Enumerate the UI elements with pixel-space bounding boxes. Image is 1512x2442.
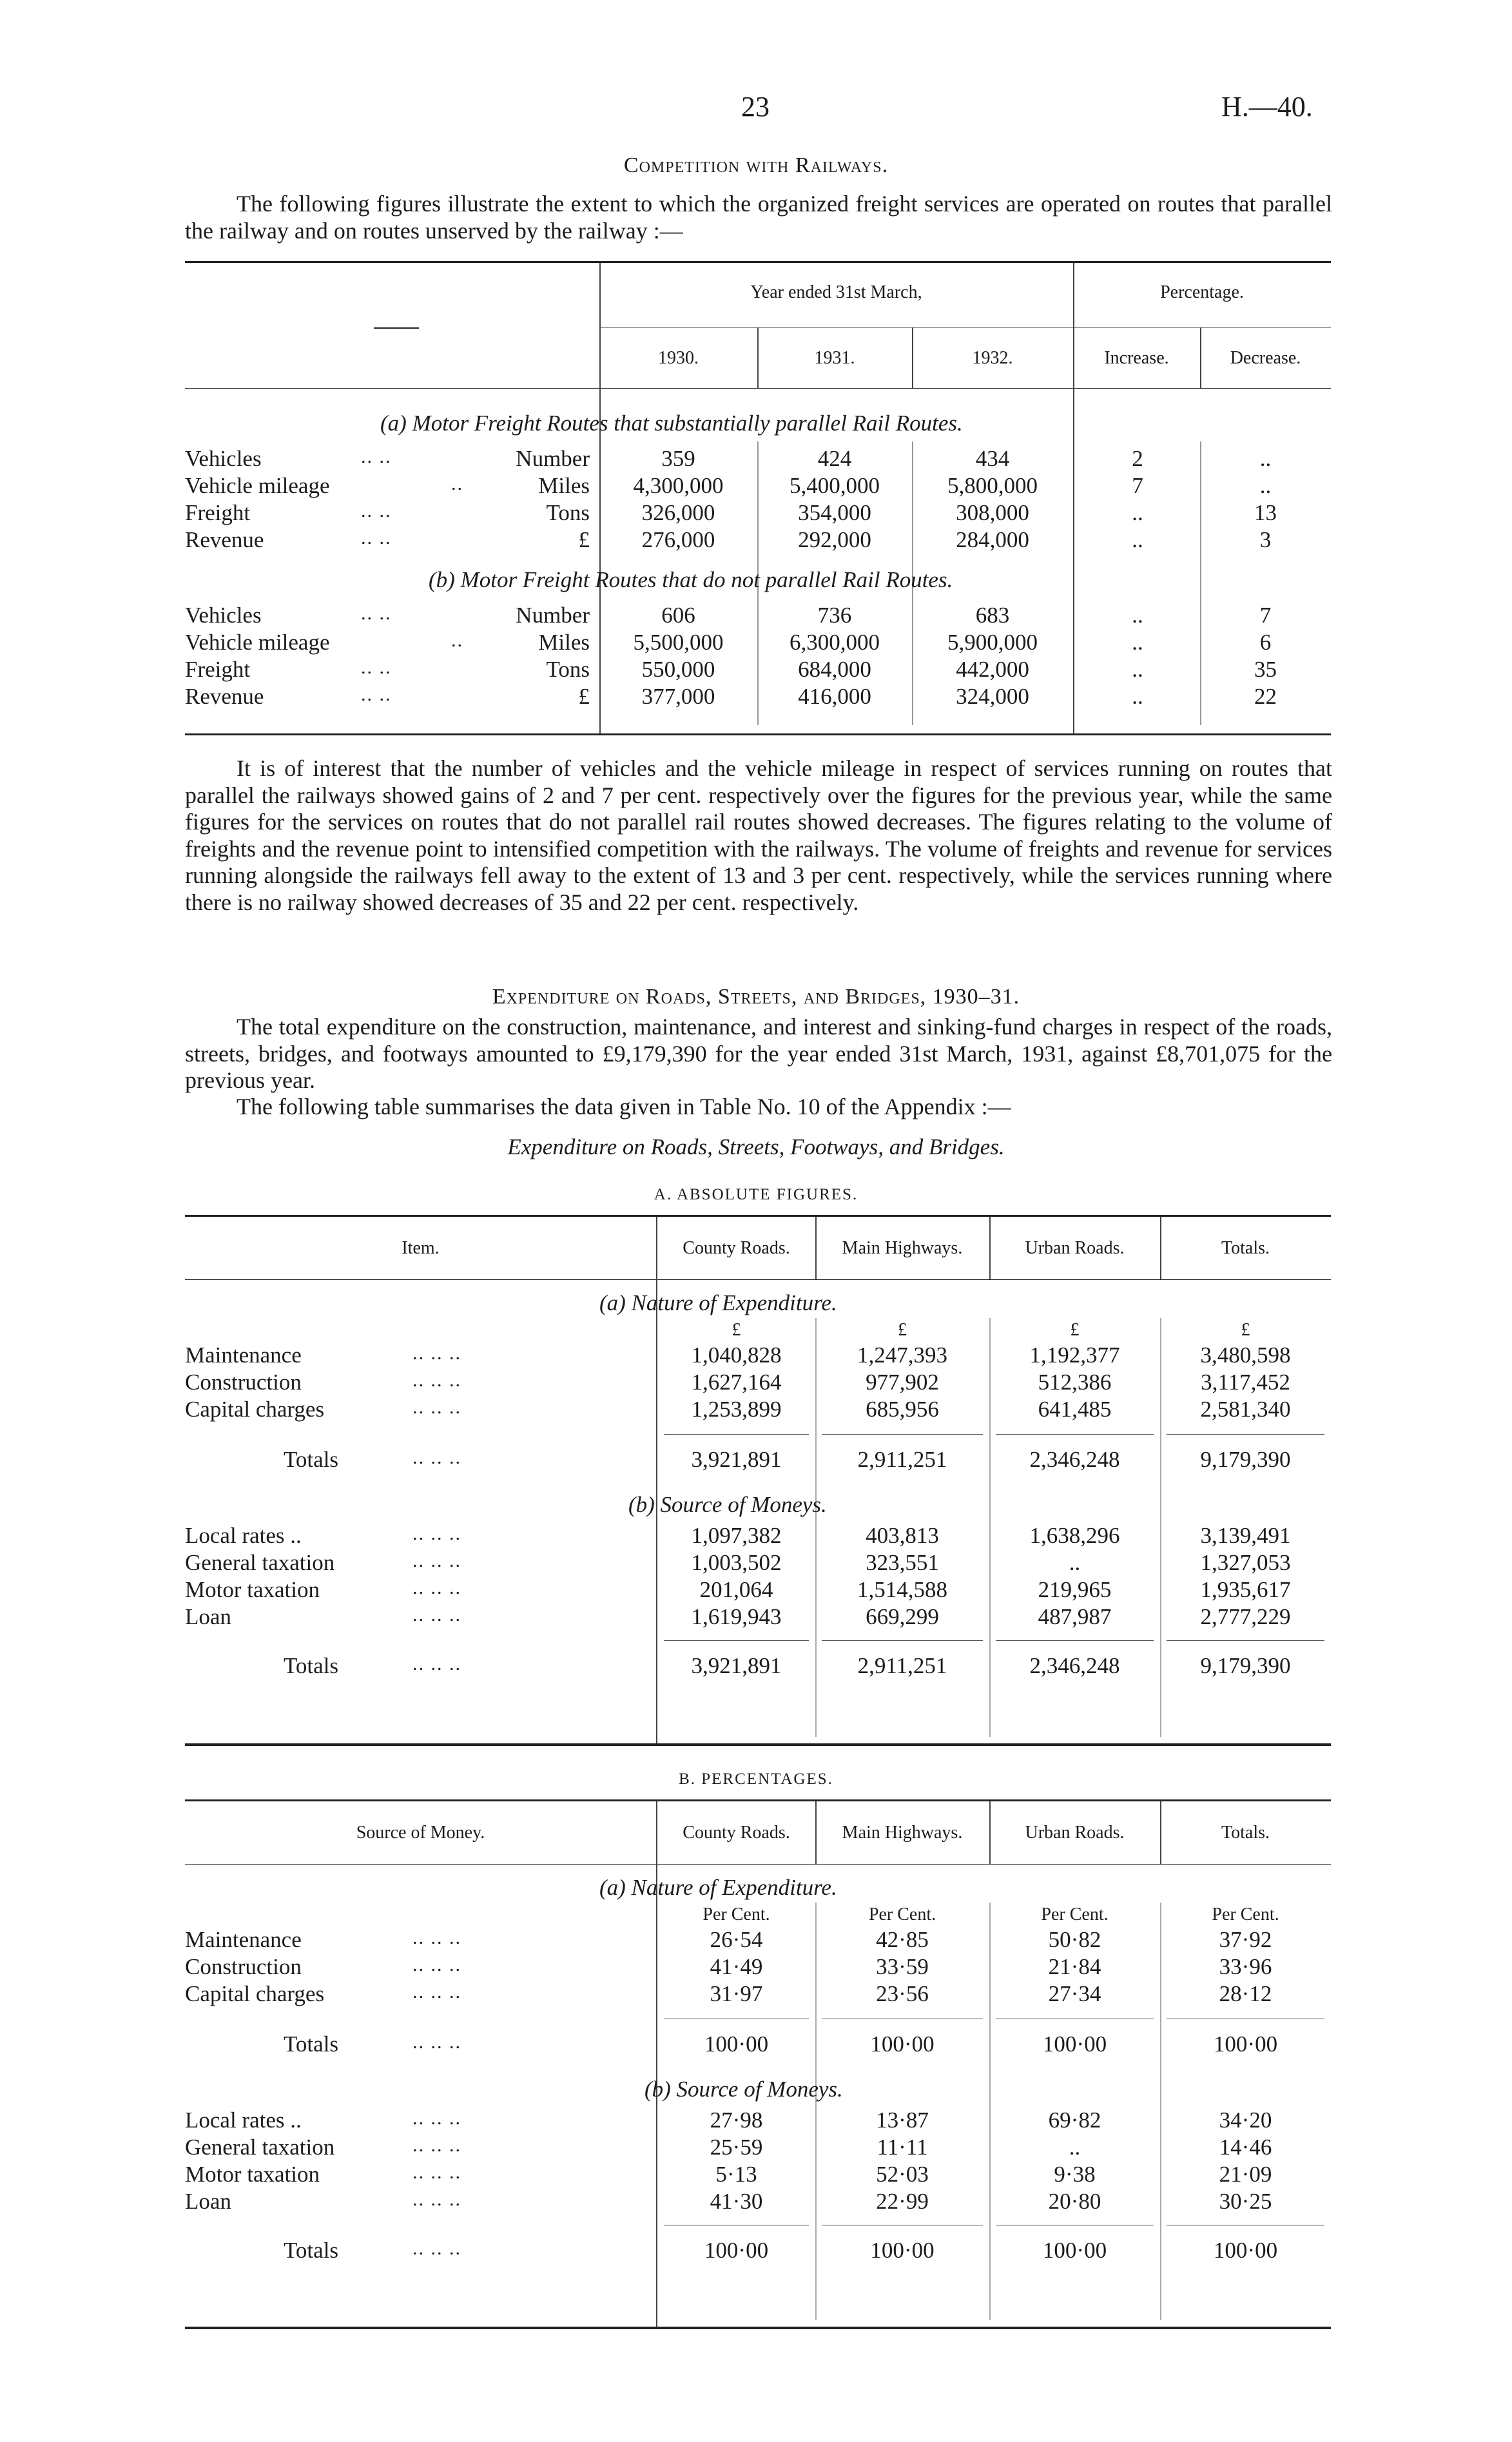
rail-cell-1932: 442,000 bbox=[956, 657, 1029, 682]
rail-cell-increase: .. bbox=[1132, 684, 1143, 709]
percentages-cell-county: 25·59 bbox=[710, 2135, 763, 2160]
absolute-cell-county: 1,003,502 bbox=[691, 1550, 782, 1575]
percentages-cell-total: 28·12 bbox=[1219, 1981, 1272, 2006]
section-heading-railways: Competition with Railways. bbox=[623, 153, 889, 177]
percentages-cell-urban: 21·84 bbox=[1048, 1954, 1101, 1979]
table-a-label: A. ABSOLUTE FIGURES. bbox=[654, 1186, 858, 1203]
absolute-bottom-rule bbox=[185, 1743, 1331, 1746]
rail-cell-1931: 424 bbox=[817, 446, 852, 471]
absolute-cell-total: 3,139,491 bbox=[1200, 1523, 1291, 1548]
percentages-cell-county: 31·97 bbox=[710, 1981, 763, 2006]
percentages-cell-main: 42·85 bbox=[876, 1927, 929, 1952]
percentages-source-total-total: 100·00 bbox=[1213, 2238, 1278, 2263]
percentages-nature-total-county: 100·00 bbox=[704, 2031, 769, 2057]
rail-cell-1930: 326,000 bbox=[641, 500, 715, 525]
rail-cell-1931: 292,000 bbox=[798, 527, 871, 552]
col-1931: 1931. bbox=[814, 348, 855, 368]
rail-cell-1931: 6,300,000 bbox=[790, 630, 880, 655]
absolute-leader: .. .. .. bbox=[412, 1523, 461, 1544]
rail-row-unit: Tons bbox=[546, 500, 590, 525]
absolute-cell-total: 3,117,452 bbox=[1201, 1370, 1290, 1395]
col-1930: 1930. bbox=[658, 348, 699, 368]
absolute-leader: .. .. .. bbox=[412, 1370, 461, 1391]
absolute-subtotal-rule-total bbox=[1167, 1640, 1324, 1641]
table1-vline-stub bbox=[599, 263, 601, 733]
percentages-source-totals-label: Totals bbox=[284, 2238, 339, 2263]
absolute-cell-urban: 641,485 bbox=[1038, 1397, 1112, 1422]
percentages-section-a: (a) Nature of Expenditure. bbox=[599, 1875, 837, 1900]
percentages-leader: .. .. .. bbox=[412, 2162, 461, 2183]
absolute-cell-urban: 1,192,377 bbox=[1029, 1342, 1120, 1368]
rail-cell-1930: 4,300,000 bbox=[633, 473, 724, 498]
percentages-source-total-urban: 100·00 bbox=[1042, 2238, 1107, 2263]
absolute-subtotal-rule-total bbox=[1167, 1434, 1324, 1435]
absolute-cell-main: 323,551 bbox=[866, 1550, 939, 1575]
rail-cell-1930: 606 bbox=[661, 603, 695, 628]
rail-row-label: Vehicle mileage bbox=[185, 473, 330, 498]
rail-cell-1930: 359 bbox=[661, 446, 695, 471]
absolute-cell-urban: 219,965 bbox=[1038, 1577, 1112, 1602]
rail-cell-decrease: 13 bbox=[1254, 500, 1277, 525]
col-decrease: Decrease. bbox=[1230, 348, 1301, 368]
absolute-cell-main: 669,299 bbox=[866, 1604, 939, 1629]
absolute-section-b: (b) Source of Moneys. bbox=[628, 1492, 827, 1517]
percentages-bottom-rule bbox=[185, 2327, 1331, 2329]
rail-cell-increase: 2 bbox=[1132, 446, 1143, 471]
absolute-cell-urban: 1,638,296 bbox=[1029, 1523, 1120, 1548]
rail-cell-increase: .. bbox=[1132, 630, 1143, 655]
percentages-cell-total: 14·46 bbox=[1219, 2135, 1272, 2160]
rail-cell-1930: 5,500,000 bbox=[633, 630, 724, 655]
rail-row-label: Freight bbox=[185, 657, 251, 682]
rail-row-leader: .. .. bbox=[361, 500, 392, 521]
rail-cell-1931: 416,000 bbox=[798, 684, 871, 709]
absolute-cell-total: 3,480,598 bbox=[1200, 1342, 1291, 1368]
percentages-nature-total-urban: 100·00 bbox=[1042, 2031, 1107, 2057]
rail-cell-1930: 377,000 bbox=[641, 684, 715, 709]
percentages-cell-urban: 9·38 bbox=[1054, 2162, 1096, 2187]
percentages-source-label: Motor taxation bbox=[185, 2162, 320, 2187]
percentages-cell-total: 30·25 bbox=[1219, 2189, 1272, 2214]
absolute-subtotal-rule-main bbox=[822, 1640, 983, 1641]
railways-commentary: It is of interest that the number of vehicles and the vehicle mileage in respect of services running on routes that parallel the railways showed gains of 2 and 7 per cent. respectively over the figures for the previous year, while the same figures for the services on routes that do not parallel rail routes showed decreases. The figures relating to the volume of freights and the revenue point to intensified competition with the railways. The volume of freights and revenue for services running alongside the railways fell away to the extent of 13 and 3 per cent. respectively, while the services running where there is no railway showed decreases of 35 and 22 per cent. respectively. bbox=[185, 755, 1332, 915]
absolute-cell-main: 977,902 bbox=[866, 1370, 939, 1395]
table1-header-rule bbox=[185, 388, 1331, 389]
percentages-section-b: (b) Source of Moneys. bbox=[645, 2077, 843, 2102]
absolute-leader: .. .. .. bbox=[412, 1550, 461, 1571]
absolute-cell-main: 685,956 bbox=[866, 1397, 939, 1422]
rail-cell-1932: 308,000 bbox=[956, 500, 1029, 525]
rail-cell-decrease: 35 bbox=[1254, 657, 1277, 682]
rail-section-b: (b) Motor Freight Routes that do not parallel Rail Routes. bbox=[429, 567, 953, 592]
rail-cell-1932: 434 bbox=[975, 446, 1010, 471]
absolute-cell-total: 1,327,053 bbox=[1200, 1550, 1291, 1575]
absolute-leader: .. .. .. bbox=[412, 1342, 461, 1364]
percentages-top-rule bbox=[185, 1799, 1331, 1801]
absolute-header-rule bbox=[185, 1279, 1331, 1280]
absolute-leader: .. .. .. bbox=[412, 1653, 461, 1674]
percentages-item-header: Source of Money. bbox=[356, 1823, 485, 1843]
absolute-cell-county: 1,619,943 bbox=[691, 1604, 782, 1629]
rail-section-a: (a) Motor Freight Routes that substantially parallel Rail Routes. bbox=[380, 411, 963, 436]
percentages-unit-total: Per Cent. bbox=[1212, 1904, 1279, 1924]
page-reference: H.—40. bbox=[1221, 91, 1313, 122]
percentages-nature-total-main: 100·00 bbox=[870, 2031, 935, 2057]
table1-vline-inc-body bbox=[1200, 441, 1201, 725]
percentages-source-total-county: 100·00 bbox=[704, 2238, 769, 2263]
rail-cell-1931: 736 bbox=[817, 603, 852, 628]
table1-top-rule bbox=[185, 261, 1331, 263]
absolute-nature-total-county: 3,921,891 bbox=[691, 1447, 782, 1472]
percentages-source-label: Loan bbox=[185, 2189, 231, 2214]
absolute-unit-urban: £ bbox=[1070, 1320, 1080, 1340]
percentages-nature-label: Construction bbox=[185, 1954, 302, 1979]
rail-row-unit: Miles bbox=[538, 473, 590, 498]
percentages-leader: .. .. .. bbox=[412, 2189, 461, 2210]
rail-cell-decrease: 6 bbox=[1259, 630, 1272, 655]
absolute-cell-county: 1,040,828 bbox=[691, 1342, 782, 1368]
absolute-cell-county: 1,627,164 bbox=[691, 1370, 782, 1395]
absolute-source-total-county: 3,921,891 bbox=[691, 1653, 782, 1678]
percentage-header: Percentage. bbox=[1160, 282, 1244, 302]
rail-row-unit: £ bbox=[578, 527, 590, 552]
absolute-item-header: Item. bbox=[402, 1238, 440, 1258]
absolute-cell-total: 2,777,229 bbox=[1200, 1604, 1291, 1629]
expenditure-table-title: Expenditure on Roads, Streets, Footways, and Bridges. bbox=[507, 1134, 1005, 1159]
col-1932: 1932. bbox=[972, 348, 1013, 368]
col-county-roads: County Roads. bbox=[683, 1823, 790, 1843]
page-number: 23 bbox=[741, 91, 770, 122]
table-b-label: B. PERCENTAGES. bbox=[679, 1770, 833, 1788]
percentages-cell-county: 27·98 bbox=[710, 2108, 763, 2133]
percentages-leader: .. .. .. bbox=[412, 2135, 461, 2156]
absolute-nature-total-total: 9,179,390 bbox=[1200, 1447, 1291, 1472]
percentages-cell-urban: 50·82 bbox=[1048, 1927, 1101, 1952]
absolute-cell-county: 1,097,382 bbox=[691, 1523, 782, 1548]
col-main-highways: Main Highways. bbox=[842, 1238, 963, 1258]
percentages-cell-urban: 20·80 bbox=[1048, 2189, 1101, 2214]
rail-row-unit: Tons bbox=[546, 657, 590, 682]
rail-cell-increase: .. bbox=[1132, 500, 1143, 525]
rail-cell-1931: 5,400,000 bbox=[790, 473, 880, 498]
absolute-cell-county: 1,253,899 bbox=[691, 1397, 782, 1422]
rail-row-leader: .. .. bbox=[361, 527, 392, 548]
percentages-leader: .. .. .. bbox=[412, 2238, 461, 2259]
absolute-cell-urban: 512,386 bbox=[1038, 1370, 1112, 1395]
col-increase: Increase. bbox=[1104, 348, 1169, 368]
absolute-cell-main: 1,514,588 bbox=[857, 1577, 947, 1602]
absolute-cell-urban: .. bbox=[1069, 1550, 1081, 1575]
absolute-nature-label: Construction bbox=[185, 1370, 302, 1395]
absolute-nature-label: Capital charges bbox=[185, 1397, 325, 1422]
percentages-cell-main: 23·56 bbox=[876, 1981, 929, 2006]
expenditure-para2: The following table summarises the data given in Table No. 10 of the Appendix :— bbox=[237, 1094, 1011, 1119]
percentages-cell-urban: .. bbox=[1069, 2135, 1081, 2160]
absolute-subtotal-rule-main bbox=[822, 1434, 983, 1435]
percentages-source-label: Local rates .. bbox=[185, 2108, 302, 2133]
rail-row-label: Vehicle mileage bbox=[185, 630, 330, 655]
absolute-source-totals-label: Totals bbox=[284, 1653, 339, 1678]
percentages-cell-main: 13·87 bbox=[876, 2108, 929, 2133]
percentages-cell-county: 41·49 bbox=[710, 1954, 763, 1979]
railways-intro: The following figures illustrate the extent to which the organized freight services are operated on routes that parallel the railway and on routes unserved by the railway :— bbox=[185, 191, 1332, 244]
year-ended-header: Year ended 31st March, bbox=[750, 282, 922, 302]
absolute-leader: .. .. .. bbox=[412, 1577, 461, 1598]
absolute-subtotal-rule-urban bbox=[996, 1640, 1154, 1641]
percentages-cell-main: 22·99 bbox=[876, 2189, 929, 2214]
percentages-cell-main: 52·03 bbox=[876, 2162, 929, 2187]
absolute-source-label: Loan bbox=[185, 1604, 231, 1629]
table1-vline-pct bbox=[1073, 263, 1074, 733]
rail-cell-1931: 684,000 bbox=[798, 657, 871, 682]
absolute-subtotal-rule-county bbox=[664, 1640, 809, 1641]
percentages-cell-urban: 27·34 bbox=[1048, 1981, 1101, 2006]
rail-cell-1932: 683 bbox=[975, 603, 1010, 628]
rail-row-leader: .. .. bbox=[361, 446, 392, 467]
rail-row-label: Vehicles bbox=[185, 446, 262, 471]
rail-cell-1932: 5,800,000 bbox=[947, 473, 1038, 498]
percentages-unit-main: Per Cent. bbox=[868, 1904, 936, 1924]
table1-bottom-rule bbox=[185, 733, 1331, 735]
rail-row-leader: .. bbox=[451, 473, 463, 494]
rail-cell-1930: 276,000 bbox=[641, 527, 715, 552]
table1-subheader-rule bbox=[599, 327, 1331, 328]
absolute-cell-main: 1,247,393 bbox=[857, 1342, 947, 1368]
percentages-leader: .. .. .. bbox=[412, 1981, 461, 2002]
percentages-nature-total-total: 100·00 bbox=[1213, 2031, 1278, 2057]
rail-row-unit: £ bbox=[578, 684, 590, 709]
absolute-source-total-urban: 2,346,248 bbox=[1029, 1653, 1120, 1678]
rail-cell-1931: 354,000 bbox=[798, 500, 871, 525]
percentages-cell-county: 41·30 bbox=[710, 2189, 763, 2214]
percentages-header-rule bbox=[185, 1864, 1331, 1865]
percentages-cell-total: 21·09 bbox=[1219, 2162, 1272, 2187]
absolute-top-rule bbox=[185, 1215, 1331, 1217]
rail-cell-1932: 284,000 bbox=[956, 527, 1029, 552]
absolute-subtotal-rule-county bbox=[664, 1434, 809, 1435]
percentages-nature-label: Maintenance bbox=[185, 1927, 302, 1952]
rail-cell-decrease: 7 bbox=[1259, 603, 1272, 628]
percentages-cell-main: 33·59 bbox=[876, 1954, 929, 1979]
rail-row-unit: Miles bbox=[538, 630, 590, 655]
rail-row-leader: .. bbox=[451, 630, 463, 651]
rail-row-label: Revenue bbox=[185, 684, 264, 709]
rail-row-leader: .. .. bbox=[361, 684, 392, 705]
percentages-cell-county: 26·54 bbox=[710, 1927, 763, 1952]
rail-cell-decrease: 3 bbox=[1259, 527, 1272, 552]
absolute-nature-totals-label: Totals bbox=[284, 1447, 339, 1472]
absolute-source-total-main: 2,911,251 bbox=[857, 1653, 947, 1678]
rail-cell-decrease: 22 bbox=[1254, 684, 1277, 709]
rail-row-label: Vehicles bbox=[185, 603, 262, 628]
rail-row-unit: Number bbox=[516, 603, 590, 628]
absolute-leader: .. .. .. bbox=[412, 1447, 461, 1468]
col-totals: Totals. bbox=[1221, 1823, 1270, 1843]
absolute-unit-main: £ bbox=[898, 1320, 907, 1340]
expenditure-para1: The total expenditure on the construction, maintenance, and interest and sinking-fund charges in respect of the roads, streets, bridges, and footways amounted to £9,179,390 for the year ended 31st March, 1931, against £8,701,075 for the previous year. bbox=[185, 1014, 1332, 1093]
rail-cell-increase: .. bbox=[1132, 657, 1143, 682]
percentages-cell-main: 11·11 bbox=[877, 2135, 928, 2160]
absolute-cell-county: 201,064 bbox=[699, 1577, 773, 1602]
section-heading-expenditure: Expenditure on Roads, Streets, and Bridges, 1930–31. bbox=[492, 985, 1020, 1009]
absolute-cell-urban: 487,987 bbox=[1038, 1604, 1112, 1629]
col-totals: Totals. bbox=[1221, 1238, 1270, 1258]
absolute-cell-main: 403,813 bbox=[866, 1523, 939, 1548]
col-urban-roads: Urban Roads. bbox=[1025, 1823, 1125, 1843]
rail-row-unit: Number bbox=[516, 446, 590, 471]
absolute-source-label: Local rates .. bbox=[185, 1523, 302, 1548]
percentages-cell-total: 37·92 bbox=[1219, 1927, 1272, 1952]
rail-cell-decrease: .. bbox=[1259, 446, 1272, 471]
absolute-leader: .. .. .. bbox=[412, 1604, 461, 1625]
rail-cell-1932: 5,900,000 bbox=[947, 630, 1038, 655]
rail-cell-increase: 7 bbox=[1132, 473, 1143, 498]
absolute-leader: .. .. .. bbox=[412, 1397, 461, 1418]
rail-row-label: Revenue bbox=[185, 527, 264, 552]
absolute-cell-total: 2,581,340 bbox=[1200, 1397, 1291, 1422]
absolute-source-total-total: 9,179,390 bbox=[1200, 1653, 1291, 1678]
percentages-cell-total: 33·96 bbox=[1219, 1954, 1272, 1979]
percentages-unit-county: Per Cent. bbox=[703, 1904, 770, 1924]
percentages-cell-total: 34·20 bbox=[1219, 2108, 1272, 2133]
rail-row-leader: .. .. bbox=[361, 603, 392, 624]
col-urban-roads: Urban Roads. bbox=[1025, 1238, 1125, 1258]
absolute-section-a: (a) Nature of Expenditure. bbox=[599, 1290, 837, 1315]
absolute-unit-total: £ bbox=[1241, 1320, 1250, 1340]
rail-cell-increase: .. bbox=[1132, 603, 1143, 628]
absolute-subtotal-rule-urban bbox=[996, 1434, 1154, 1435]
col-county-roads: County Roads. bbox=[683, 1238, 790, 1258]
percentages-source-total-main: 100·00 bbox=[870, 2238, 935, 2263]
absolute-nature-total-main: 2,911,251 bbox=[857, 1447, 947, 1472]
absolute-nature-label: Maintenance bbox=[185, 1342, 302, 1368]
percentages-source-label: General taxation bbox=[185, 2135, 335, 2160]
percentages-nature-label: Capital charges bbox=[185, 1981, 325, 2006]
absolute-source-label: Motor taxation bbox=[185, 1577, 320, 1602]
rail-row-label: Freight bbox=[185, 500, 251, 525]
absolute-cell-total: 1,935,617 bbox=[1200, 1577, 1291, 1602]
percentages-unit-urban: Per Cent. bbox=[1041, 1904, 1109, 1924]
percentages-leader: .. .. .. bbox=[412, 1927, 461, 1948]
absolute-unit-county: £ bbox=[732, 1320, 741, 1340]
rail-cell-1932: 324,000 bbox=[956, 684, 1029, 709]
rail-cell-decrease: .. bbox=[1259, 473, 1272, 498]
table1-stub-dash bbox=[374, 327, 419, 329]
rail-row-leader: .. .. bbox=[361, 657, 392, 678]
percentages-leader: .. .. .. bbox=[412, 1954, 461, 1975]
percentages-cell-county: 5·13 bbox=[715, 2162, 757, 2187]
percentages-nature-totals-label: Totals bbox=[284, 2031, 339, 2057]
rail-cell-1930: 550,000 bbox=[641, 657, 715, 682]
rail-cell-increase: .. bbox=[1132, 527, 1143, 552]
absolute-source-label: General taxation bbox=[185, 1550, 335, 1575]
percentages-leader: .. .. .. bbox=[412, 2108, 461, 2129]
percentages-leader: .. .. .. bbox=[412, 2031, 461, 2053]
percentages-cell-urban: 69·82 bbox=[1048, 2108, 1101, 2133]
col-main-highways: Main Highways. bbox=[842, 1823, 963, 1843]
absolute-nature-total-urban: 2,346,248 bbox=[1029, 1447, 1120, 1472]
